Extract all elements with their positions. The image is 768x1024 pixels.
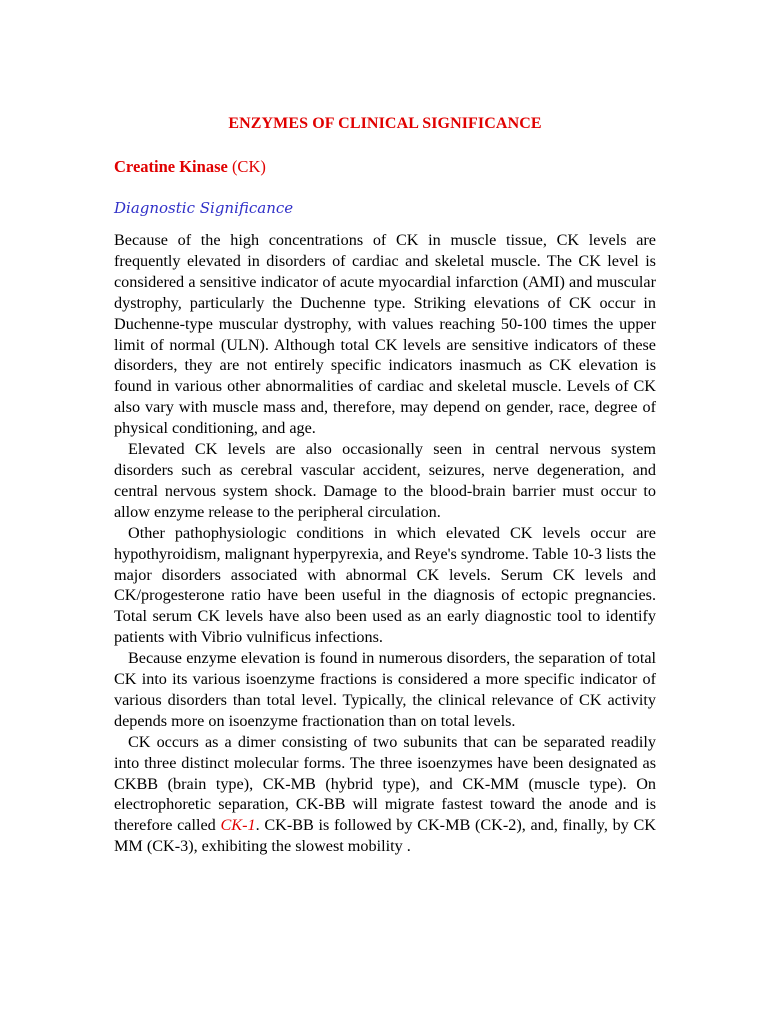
section-heading (114, 157, 266, 177)
document-title: ENZYMES OF CLINICAL SIGNIFICANCE (228, 115, 542, 132)
subsection-heading: Diagnostic Significance (114, 199, 294, 217)
paragraph-2: Elevated CK levels are also occasionally seen in central nervous system disorders such as cerebral vascular accident, seizures, nerve degeneration, and central nervous system shock. Damage to the blood-brain barrier must occur to allow enzyme release to the peripheral circulation. (114, 440, 656, 521)
section-heading-abbr: (CK) (227, 157, 266, 176)
paragraph-5-text-after: . CK-BB is followed by CK-MB (CK-2), and, finally, by CK MM (CK-3), exhibiting the slowest mobility . (114, 816, 656, 856)
paragraph-5-text-before: CK occurs as a dimer consisting of two subunits that can be separated readily into three distinct molecular forms. The three isoenzymes have been designated as CKBB (brain type), CK-MB (hybrid type), and CK-MM (muscle type). On electrophoretic separation, CK-BB will migrate fastest toward the anode and is therefore called (114, 732, 656, 835)
section-heading-name: Creatine Kinase (114, 157, 228, 176)
paragraph-3: Other pathophysiologic conditions in which elevated CK levels occur are hypothyroidism, malignant hyperpyrexia, and Reye's syndrome. Table 10-3 lists the major disorders associated with abnormal CK levels. Serum CK levels and CK/progesterone ratio have been useful in the diagnosis of ectopic pregnancies. Total serum CK levels have also been used as an early diagnostic tool to identify patients with Vibrio vulnificus infections. (114, 523, 656, 647)
paragraph-5-emphasis: CK-1 (220, 816, 256, 835)
paragraph-4: Because enzyme elevation is found in numerous disorders, the separation of total CK into its various isoenzyme fractions is considered a more specific indicator of various disorders than total level. Typically, the clinical relevance of CK activity depends more on isoenzyme fractionation than on total levels. (114, 649, 656, 730)
paragraph-1: Because of the high concentrations of CK in muscle tissue, CK levels are frequently elevated in disorders of cardiac and skeletal muscle. The CK level is considered a sensitive indicator of acute myocardial infarction (AMI) and muscular dystrophy, particularly the Duchenne type. Striking elevations of CK occur in Duchenne-type muscular dystrophy, with values reaching 50-100 times the upper limit of normal (ULN). Although total CK levels are sensitive indicators of these disorders, they are not entirely specific indicators inasmuch as CK elevation is found in various other abnormalities of cardiac and skeletal muscle. Levels of CK also vary with muscle mass and, therefore, may depend on gender, race, degree of physical conditioning, and age. (114, 231, 656, 438)
paragraph-5 (114, 732, 656, 857)
body-text (114, 230, 656, 857)
